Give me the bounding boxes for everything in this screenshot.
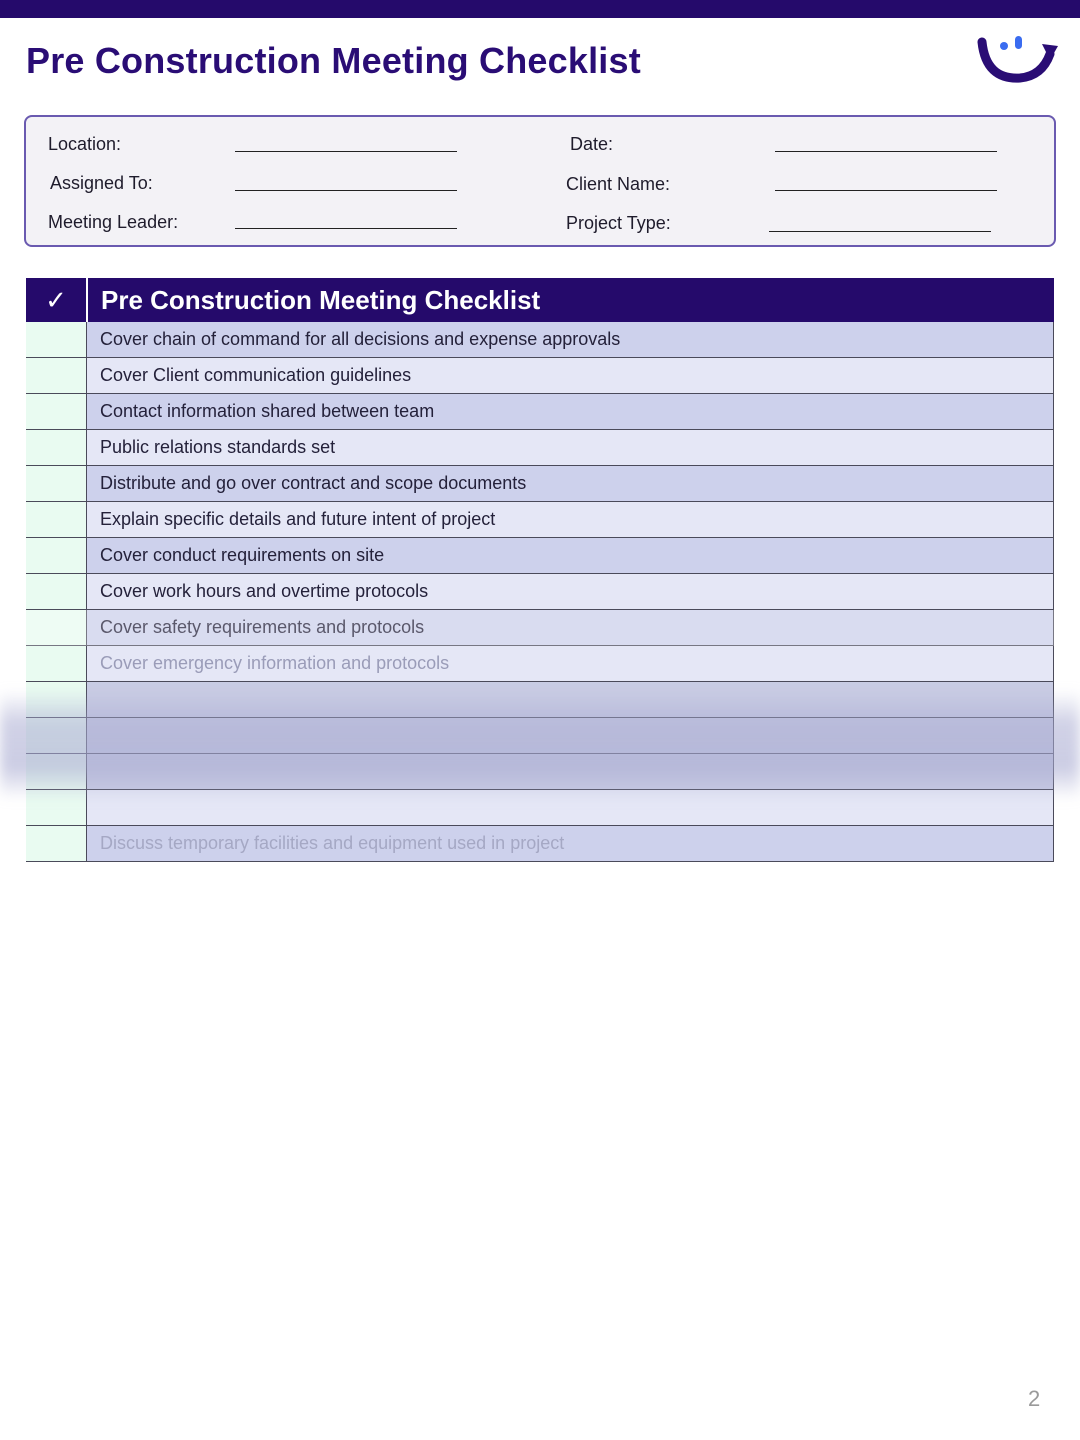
date-label: Date: — [570, 134, 614, 154]
checkbox[interactable] — [26, 502, 87, 537]
project-type-label: Project Type: — [566, 213, 671, 233]
blur-overlay — [0, 690, 1080, 800]
checklist-item: Distribute and go over contract and scope documents — [87, 466, 1054, 501]
checklist-item: Cover emergency information and protocols — [87, 646, 1054, 681]
location-label: Location: — [48, 134, 122, 154]
checkbox[interactable] — [26, 610, 87, 645]
checklist-header — [26, 278, 1054, 322]
checkbox[interactable] — [26, 322, 87, 357]
assigned-to-field[interactable] — [235, 190, 457, 191]
checklist-item: Cover safety requirements and protocols — [87, 610, 1054, 645]
checkbox[interactable] — [26, 538, 87, 573]
checklist-item: Contact information shared between team — [87, 394, 1054, 429]
checkbox[interactable] — [26, 394, 87, 429]
location-field[interactable] — [235, 151, 457, 152]
checklist-row — [26, 826, 1054, 862]
checklist-row — [26, 646, 1054, 682]
checkbox[interactable] — [26, 430, 87, 465]
checklist-row — [26, 466, 1054, 502]
page-title: Pre Construction Meeting Checklist — [26, 40, 641, 81]
checkbox[interactable] — [26, 574, 87, 609]
checklist-item: Discuss temporary facilities and equipment used in project — [87, 826, 1054, 861]
checkbox[interactable] — [26, 466, 87, 501]
checklist-row — [26, 394, 1054, 430]
assigned-to-label: Assigned To: — [50, 173, 153, 193]
meeting-leader-label: Meeting Leader: — [48, 212, 179, 232]
check-column-header: ✓ — [26, 278, 88, 322]
checkbox[interactable] — [26, 646, 87, 681]
checklist-item: Cover Client communication guidelines — [87, 358, 1054, 393]
checklist-item: Cover work hours and overtime protocols — [87, 574, 1054, 609]
date-field[interactable] — [775, 151, 997, 152]
page-number: 2 — [1028, 1386, 1041, 1411]
checklist-row — [26, 538, 1054, 574]
smile-arrow-logo-icon — [976, 30, 1062, 88]
checkbox[interactable] — [26, 358, 87, 393]
checklist-item: Cover conduct requirements on site — [87, 538, 1054, 573]
checklist-item: Explain specific details and future intent of project — [87, 502, 1054, 537]
checklist-row — [26, 574, 1054, 610]
meeting-info-box — [24, 115, 1056, 247]
checklist-row — [26, 502, 1054, 538]
checklist-row — [26, 430, 1054, 466]
checkbox[interactable] — [26, 826, 87, 861]
meeting-leader-field[interactable] — [235, 228, 457, 229]
top-accent-bar — [0, 0, 1080, 18]
checklist-row — [26, 322, 1054, 358]
checklist-row — [26, 610, 1054, 646]
client-name-label: Client Name: — [566, 174, 671, 194]
checklist-title: Pre Construction Meeting Checklist — [101, 284, 541, 315]
checklist-row — [26, 358, 1054, 394]
checklist-item: Cover chain of command for all decisions and expense approvals — [87, 322, 1054, 357]
project-type-field[interactable] — [769, 231, 991, 232]
checklist-item: Public relations standards set — [87, 430, 1054, 465]
client-name-field[interactable] — [775, 190, 997, 191]
